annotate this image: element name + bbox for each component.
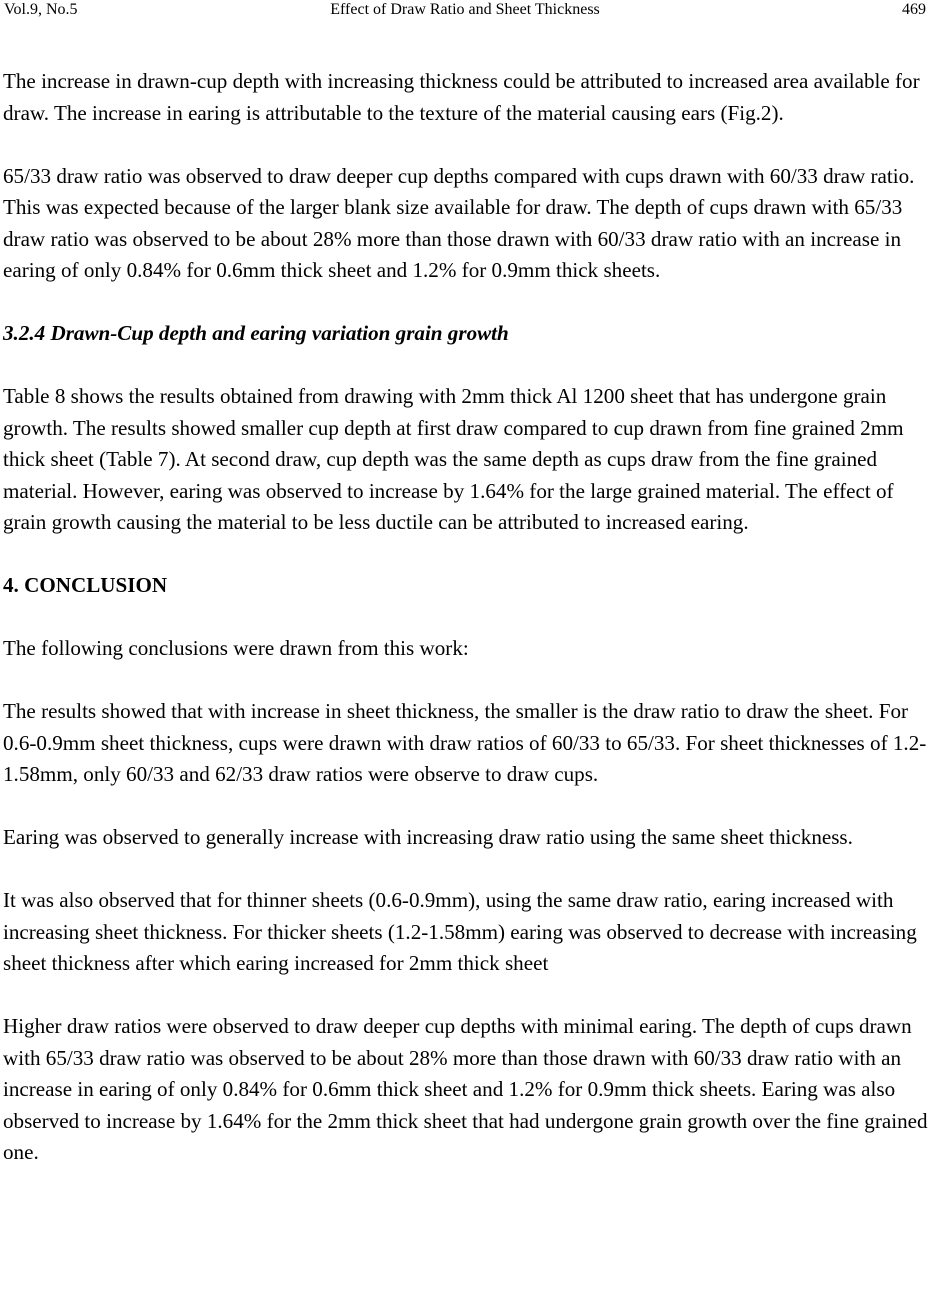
paragraph-thickness-depth: The increase in drawn-cup depth with increasing thickness could be attributed to increased area available for draw. The increase in earing is attributable to the texture of the material causing ears (Fig.2). xyxy=(3,69,920,125)
conclusion-intro: The following conclusions were drawn from this work: xyxy=(3,636,469,660)
running-header xyxy=(4,0,926,20)
running-title: Effect of Draw Ratio and Sheet Thickness xyxy=(330,1,600,18)
paragraph-grain-growth: Table 8 shows the results obtained from drawing with 2mm thick Al 1200 sheet that has undergone grain growth. The results showed smaller cup depth at first draw compared to cup drawn from fine grained 2mm thick sheet (Table 7). At second draw, cup depth was the same depth as cups draw from the fine grained material. However, earing was observed to increase by 1.64% for the large grained material. The effect of grain growth causing the material to be less ductile can be attributed to increased earing. xyxy=(3,384,904,534)
section-heading-3-2-4: 3.2.4 Drawn-Cup depth and earing variation grain growth xyxy=(3,321,509,345)
conclusion-earing-draw-ratio: Earing was observed to generally increase with increasing draw ratio using the same sheet thickness. xyxy=(3,825,853,849)
conclusion-earing-thickness: It was also observed that for thinner sheets (0.6-0.9mm), using the same draw ratio, earing increased with increasing sheet thickness. For thicker sheets (1.2-1.58mm) earing was observed to decrease with increasing sheet thickness after which earing increased for 2mm thick sheet xyxy=(3,888,917,975)
paragraph-draw-ratio-comparison: 65/33 draw ratio was observed to draw deeper cup depths compared with cups drawn with 60/33 draw ratio. This was expected because of the larger blank size available for draw. The depth of cups drawn with 65/33 draw ratio was observed to be about 28% more than those drawn with 60/33 draw ratio with an increase in earing of only 0.84% for 0.6mm thick sheet and 1.2% for 0.9mm thick sheets. xyxy=(3,163,915,282)
page-number: 469 xyxy=(902,1,926,18)
body-text xyxy=(3,66,931,1200)
journal-volume-issue: Vol.9, No.5 xyxy=(4,1,78,18)
section-heading-conclusion: 4. CONCLUSION xyxy=(3,573,168,597)
conclusion-higher-draw-ratios: Higher draw ratios were observed to draw deeper cup depths with minimal earing. The depth of cups drawn with 65/33 draw ratio was observed to be about 28% more than those drawn with 60/33 draw ratio with an increase in earing of only 0.84% for 0.6mm thick sheet and 1.2% for 0.9mm thick sheets. Earing was also observed to increase by 1.64% for the 2mm thick sheet that had undergone grain growth over the fine grained one. xyxy=(3,1014,928,1164)
conclusion-draw-ratio-thickness: The results showed that with increase in sheet thickness, the smaller is the draw ratio to draw the sheet. For 0.6-0.9mm sheet thickness, cups were drawn with draw ratios of 60/33 to 65/33. For sheet thicknesses of 1.2-1.58mm, only 60/33 and 62/33 draw ratios were observe to draw cups. xyxy=(3,699,927,786)
